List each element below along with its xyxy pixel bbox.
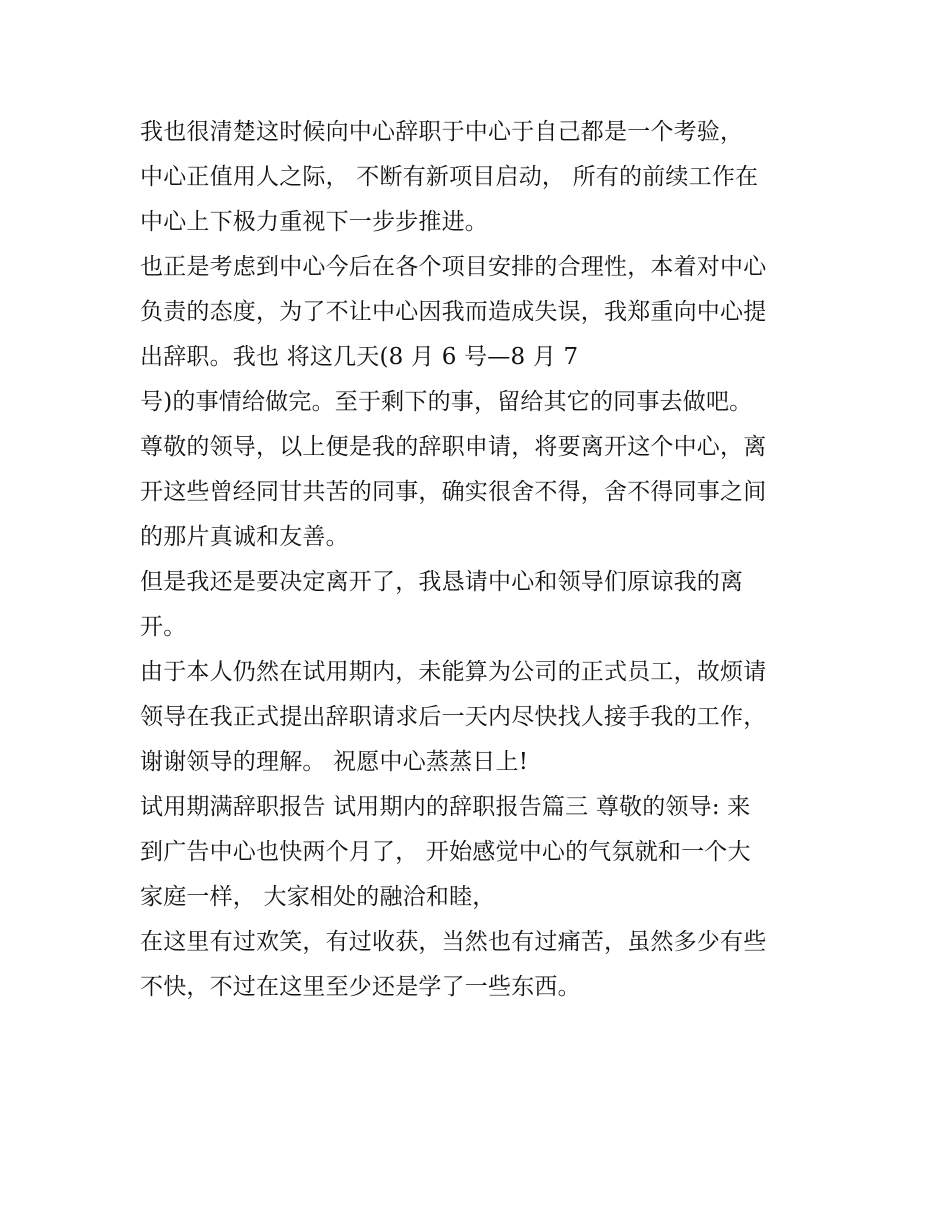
text-line: 由于本人仍然在试用期内，未能算为公司的正式员工，故烦请 bbox=[140, 659, 767, 685]
text-line: 的那片真诚和友善。 bbox=[140, 524, 349, 550]
text-line: 在这里有过欢笑，有过收获，当然也有过痛苦，虽然多少有些 bbox=[140, 929, 767, 955]
text-line: 家庭一样， 大家相处的融洽和睦， bbox=[140, 884, 496, 910]
text-line: 也正是考虑到中心今后在各个项目安排的合理性，本着对中心 bbox=[140, 254, 767, 280]
text-line: 出辞职。我也 将这几天(8 月 6 号—8 月 7 bbox=[140, 344, 579, 370]
text-line: 中心正值用人之际， 不断有新项目启动， 所有的前续工作在 bbox=[140, 164, 759, 190]
text-line: 尊敬的领导，以上便是我的辞职申请，将要离开这个中心，离 bbox=[140, 434, 767, 460]
text-line: 不快，不过在这里至少还是学了一些东西。 bbox=[140, 974, 581, 1000]
text-line: 中心上下极力重视下一步步推进。 bbox=[140, 209, 488, 235]
text-line: 号)的事情给做完。至于剩下的事，留给其它的同事去做吧。 bbox=[140, 389, 753, 415]
text-line: 但是我还是要决定离开了，我恳请中心和领导们原谅我的离 bbox=[140, 569, 744, 595]
text-line: 试用期满辞职报告 试用期内的辞职报告篇三 尊敬的领导: 来 bbox=[140, 794, 751, 820]
text-line: 领导在我正式提出辞职请求后一天内尽快找人接手我的工作， bbox=[140, 704, 767, 730]
text-line: 谢谢领导的理解。 祝愿中心蒸蒸日上! bbox=[140, 749, 529, 775]
text-line: 开。 bbox=[140, 614, 187, 640]
text-line: 开这些曾经同甘共苦的同事，确实很舍不得，舍不得同事之间 bbox=[140, 479, 767, 505]
text-line: 我也很清楚这时候向中心辞职于中心于自己都是一个考验， bbox=[140, 119, 744, 145]
text-line: 到广告中心也快两个月了， 开始感觉中心的气氛就和一个大 bbox=[140, 839, 751, 865]
body-text bbox=[140, 110, 840, 1010]
text-line: 负责的态度，为了不让中心因我而造成失误，我郑重向中心提 bbox=[140, 299, 767, 325]
